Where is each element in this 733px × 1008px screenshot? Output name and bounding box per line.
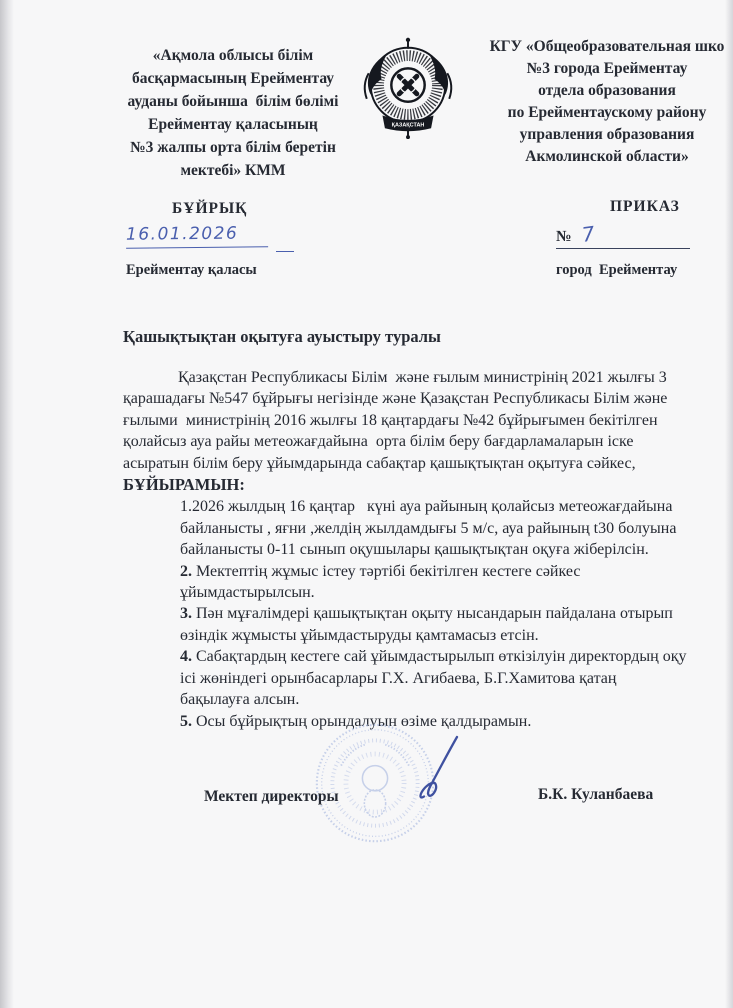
letterhead-line: отдела образования [538, 82, 676, 99]
subject-title: Қашықтықтан оқытуға ауыстыру туралы [123, 327, 441, 346]
letterhead-line: КГУ «Общеобразовательная шко [489, 38, 725, 55]
list-item [180, 603, 688, 646]
list-item [180, 496, 688, 560]
item-number: 4. [180, 648, 192, 666]
order-items-list [180, 496, 691, 731]
letterhead-russian [462, 36, 733, 168]
list-item [180, 561, 688, 604]
signature-name: Б.К. Куланбаева [538, 786, 654, 803]
letterhead-kazakh [108, 44, 358, 182]
city-russian: город Ерейментау [556, 262, 678, 278]
letterhead-line: управления образования [519, 126, 695, 143]
letterhead-line: ауданы бойынша білім бөлімі [127, 93, 339, 110]
letterhead-line: Акмолинской области» [525, 148, 689, 165]
intro-paragraph [123, 367, 679, 496]
letterhead-line: Ерейментау қаласының [148, 116, 318, 133]
order-title-kazakh: БҰЙРЫҚ [172, 200, 248, 217]
item-number: 3. [180, 605, 192, 623]
letterhead-line: по Ерейментаускому району [507, 104, 707, 121]
number-underline [556, 222, 690, 249]
signature-role: Мектеп директоры [204, 788, 339, 805]
item-text: Пән мұғалімдері қашықтықтан оқыту нысандарын пайдалана отырып өзіндік жұмысты ұйымдастыруды қамтамасыз етсін. [180, 605, 677, 644]
item-number: 1. [180, 498, 192, 516]
intro-resolve-word: БҰЙЫРАМЫН: [123, 475, 245, 495]
list-item [180, 646, 691, 710]
letterhead-line: «Ақмола облысы білім [152, 47, 314, 64]
item-number: 2. [180, 562, 192, 580]
intro-text: Қазақстан Республикасы Білім және ғылым министрінің 2021 жылғы 3 қарашадағы №547 бұйрығы негізінде және Қазақстан Республикасы Білім және ғылыми министрінің 2016 жылғы 18 қаңтардағы №42 бұйрығымен бекітілген қолайсыз ауа райы метеожағдайына орта білім беру бағдарламаларын іске асыратын білім беру ұйымдарында сабақтар қашықтықтан оқытуға сәйкес, [123, 369, 672, 472]
letterhead-line: мектебі» КММ [180, 162, 286, 179]
handwritten-date: 16.01.2026 [125, 223, 239, 245]
order-body [123, 327, 691, 732]
item-number: 5. [180, 712, 192, 730]
handwritten-number: 7 [579, 221, 596, 247]
item-text: Сабақтардың кестеге сай ұйымдастырылып өткізілуін директордың оқу ісі жөніндегі орынбасарлары Г.Х. Агибаева, Б.Г.Хамитова қатаң бақылауға алсын. [180, 648, 691, 709]
item-text: 2026 жылдың 16 қаңтар күні ауа райының қолайсыз метеожағдайына байланысты , яғни ,желдің жылдамдығы 5 м/с, ауа райының t30 болуына байланысты 0-11 сынып оқушылары қашықтықтан оқуға жіберілсін. [180, 498, 681, 559]
item-text: Осы бұйрықтың орындалуын өзіме қалдырамын. [192, 712, 532, 730]
signature-stroke-icon [402, 732, 464, 812]
kazakhstan-state-emblem-icon [352, 34, 464, 142]
item-text: Мектептің жұмыс істеу тәртібі бекітілген кестеге сәйкес ұйымдастырылсын. [180, 562, 585, 602]
number-sign: № [556, 228, 572, 245]
emblem-banner-text: ҚАЗАҚСТАН [391, 122, 425, 129]
letterhead-line: №3 жалпы орта білім беретін [130, 139, 336, 156]
date-underline [126, 223, 268, 248]
letterhead-line: басқармасының Ерейментау [131, 70, 335, 87]
date-underline-tail [276, 251, 294, 252]
order-title-russian: ПРИКАЗ [610, 198, 680, 215]
city-kazakh: Ерейментау қаласы [126, 262, 257, 278]
letterhead-line: №3 города Ерейментау [526, 60, 688, 77]
scan-edge-left [0, 0, 14, 1008]
